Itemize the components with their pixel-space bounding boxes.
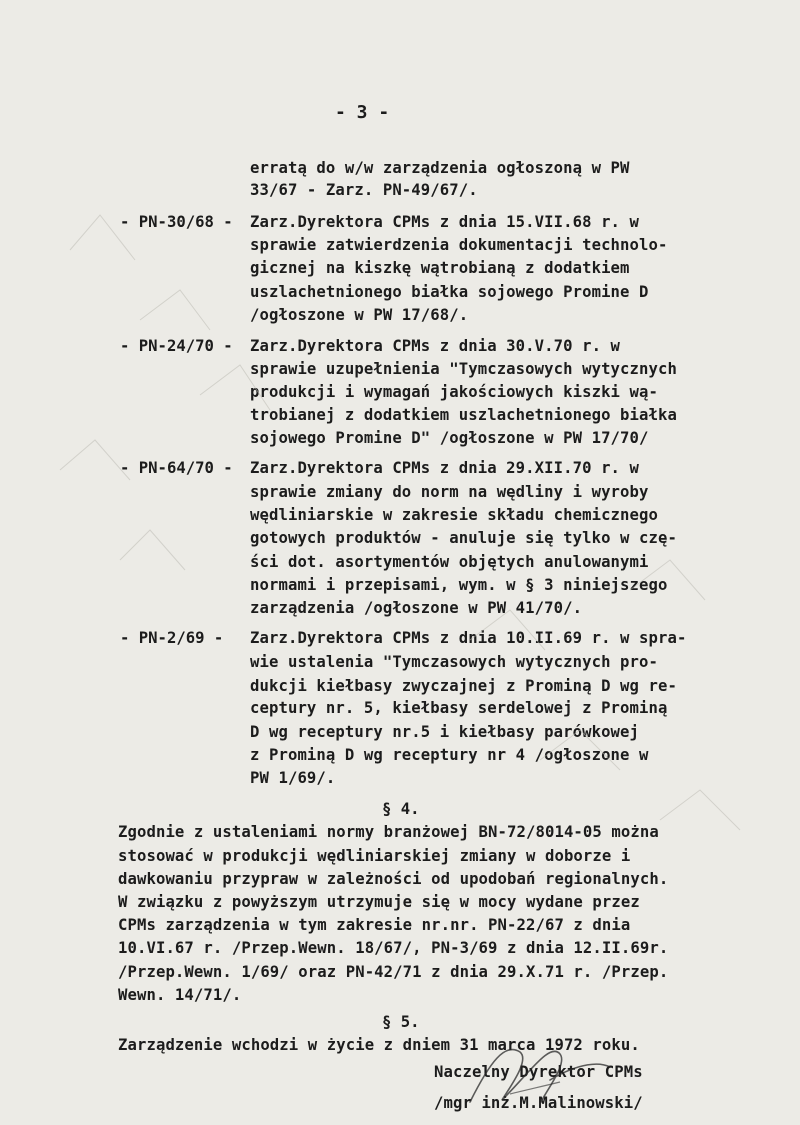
section-4-line: Zgodnie z ustaleniami normy branżowej BN-72/8014-05 można — [118, 823, 659, 841]
entry-line: Zarz.Dyrektora CPMs z dnia 10.II.69 r. w spra- — [250, 629, 687, 647]
entry-line: wie ustalenia "Tymczasowych wytycznych pro- — [250, 653, 658, 671]
entry-line: sojowego Promine D" /ogłoszone w PW 17/70/ — [250, 429, 649, 447]
section-4-line: dawkowaniu przypraw w zależności od upodobań regionalnych. — [118, 870, 669, 888]
entry-line: produkcji i wymagań jakościowych kiszki wą- — [250, 383, 658, 401]
section-4-line: CPMs zarządzenia w tym zakresie nr.nr. PN-22/67 z dnia — [118, 916, 631, 934]
entry-line: sprawie zmiany do norm na wędliny i wyroby — [250, 483, 649, 501]
section-4-line: W związku z powyższym utrzymuje się w mocy wydane przez — [118, 893, 640, 911]
entry-line: zarządzenia /ogłoszone w PW 41/70/. — [250, 599, 583, 617]
section-4-line: Wewn. 14/71/. — [118, 986, 242, 1004]
entry-number: - PN-64/70 - — [120, 459, 233, 477]
page-number: - 3 - — [335, 102, 390, 123]
entry-number: - PN-2/69 - — [120, 629, 224, 647]
entry-line: Zarz.Dyrektora CPMs z dnia 15.VII.68 r. w — [250, 213, 640, 231]
entry-line: sprawie zatwierdzenia dokumentacji technolo- — [250, 236, 668, 254]
entry-line: /ogłoszone w PW 17/68/. — [250, 306, 469, 324]
section-4-line: stosować w produkcji wędliniarskiej zmiany w doborze i — [118, 847, 631, 865]
section-5-line: Zarządzenie wchodzi w życie z dniem 31 marca 1972 roku. — [118, 1036, 640, 1054]
handwritten-signature — [410, 1032, 640, 1122]
entry-line: dukcji kiełbasy zwyczajnej z Prominą D wg re- — [250, 677, 677, 695]
intro-line: erratą do w/w zarządzenia ogłoszoną w PW — [250, 159, 630, 177]
entry-line: normami i przepisami, wym. w § 3 niniejszego — [250, 576, 668, 594]
section-4-line: 10.VI.67 r. /Przep.Wewn. 18/67/, PN-3/69 z dnia 12.II.69r. — [118, 939, 669, 957]
entry-line: ceptury nr. 5, kiełbasy serdelowej z Prominą — [250, 699, 668, 717]
entry-line: D wg receptury nr.5 i kiełbasy parówkowej — [250, 723, 640, 741]
entry-line: gotowych produktów - anuluje się tylko w czę- — [250, 529, 677, 547]
section-4-line: /Przep.Wewn. 1/69/ oraz PN-42/71 z dnia 29.X.71 r. /Przep. — [118, 963, 669, 981]
intro-line: 33/67 - Zarz. PN-49/67/. — [250, 181, 478, 199]
section-4-heading: § 4. — [382, 800, 420, 818]
entry-line: uszlachetnionego białka sojowego Promine D — [250, 283, 649, 301]
entry-line: gicznej na kiszkę wątrobianą z dodatkiem — [250, 259, 630, 277]
entry-line: wędliniarskie w zakresie składu chemicznego — [250, 506, 658, 524]
signatory-name: /mgr inż.M.Malinowski/ — [434, 1094, 643, 1112]
entry-line: Zarz.Dyrektora CPMs z dnia 30.V.70 r. w — [250, 337, 621, 355]
entry-number: - PN-30/68 - — [120, 213, 233, 231]
entry-line: Zarz.Dyrektora CPMs z dnia 29.XII.70 r. w — [250, 459, 640, 477]
entry-line: ści dot. asortymentów objętych anulowanymi — [250, 553, 649, 571]
entry-number: - PN-24/70 - — [120, 337, 233, 355]
entry-line: z Prominą D wg receptury nr 4 /ogłoszone w — [250, 746, 649, 764]
entry-line: trobianej z dodatkiem uszlachetnionego białka — [250, 406, 677, 424]
signatory-title: Naczelny Dyrektor CPMs — [434, 1063, 643, 1081]
entry-line: PW 1/69/. — [250, 769, 336, 787]
section-5-heading: § 5. — [382, 1013, 420, 1031]
entry-line: sprawie uzupełnienia "Tymczasowych wytycznych — [250, 360, 677, 378]
